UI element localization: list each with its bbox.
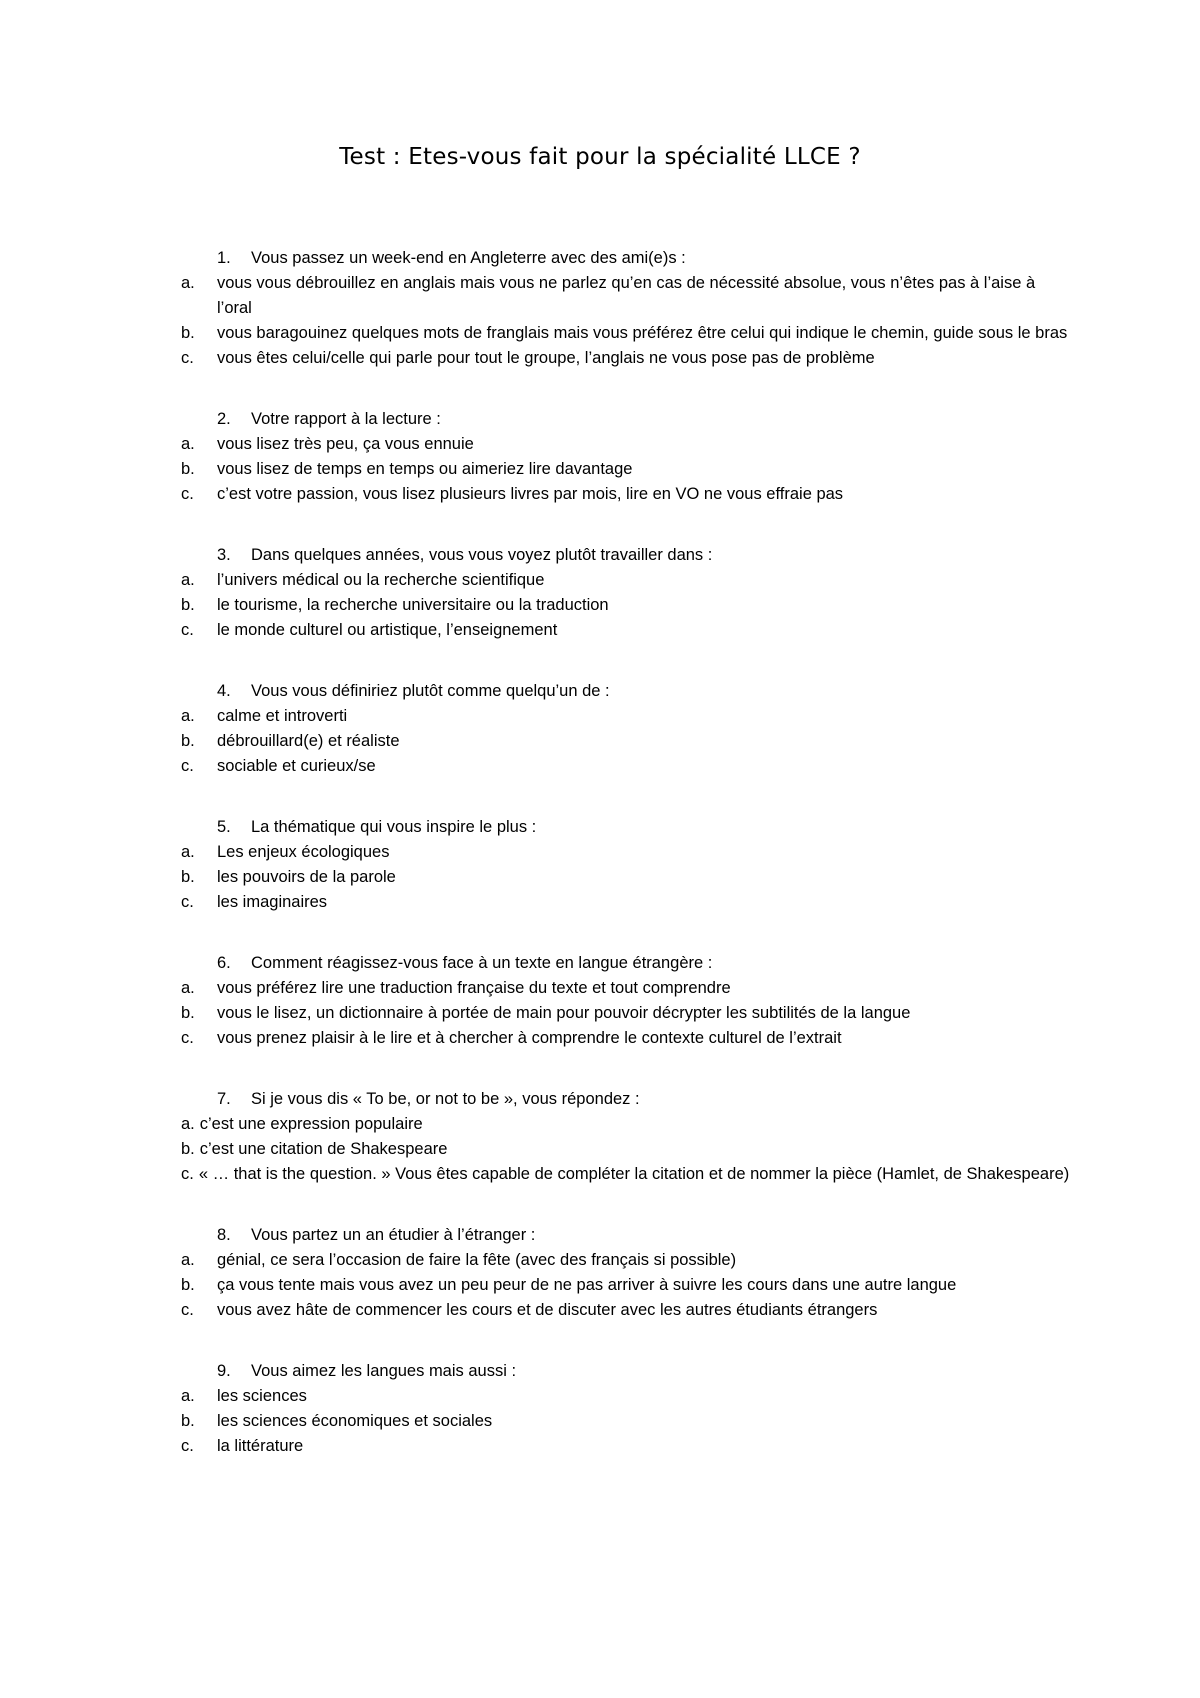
answer-option — [0, 1384, 1200, 1409]
answer-option — [0, 890, 1200, 915]
question-heading — [0, 1223, 1200, 1248]
answer-option — [0, 271, 1200, 321]
answer-text: vous lisez très peu, ça vous ennuie — [217, 435, 474, 453]
answer-text: vous vous débrouillez en anglais mais vous ne parlez qu’en cas de nécessité absolue, vous n’êtes pas à l’aise à l’oral — [217, 274, 1036, 317]
answer-option — [0, 1248, 1200, 1273]
answer-option — [0, 321, 1200, 346]
answer-option — [0, 457, 1200, 482]
answer-letter: b. — [181, 1140, 195, 1158]
question-2 — [0, 407, 1200, 507]
page-title: Test : Etes-vous fait pour la spécialité LLCE ? — [339, 144, 861, 170]
question-number: 6. — [217, 954, 231, 972]
answer-list — [0, 1112, 1200, 1187]
answer-option — [0, 593, 1200, 618]
answer-text: les pouvoirs de la parole — [217, 868, 396, 886]
answer-option — [0, 1162, 1200, 1187]
question-6 — [0, 951, 1200, 1051]
answer-text: génial, ce sera l’occasion de faire la fête (avec des français si possible) — [217, 1251, 737, 1269]
answer-text: sociable et curieux/se — [217, 757, 376, 775]
answer-list — [0, 271, 1200, 371]
answer-letter: b. — [181, 1276, 195, 1294]
question-number: 2. — [217, 410, 231, 428]
answer-text: c’est votre passion, vous lisez plusieurs livres par mois, lire en VO ne vous effraie pas — [217, 485, 844, 503]
answer-option — [0, 618, 1200, 643]
answer-option — [0, 704, 1200, 729]
answer-option — [0, 976, 1200, 1001]
question-heading — [0, 407, 1200, 432]
question-text: Vous passez un week-end en Angleterre avec des ami(e)s : — [251, 249, 686, 267]
question-9 — [0, 1359, 1200, 1459]
answer-text: le tourisme, la recherche universitaire ou la traduction — [217, 596, 609, 614]
answer-letter: a. — [181, 1387, 195, 1405]
answer-text: l’univers médical ou la recherche scientifique — [217, 571, 545, 589]
answer-text: vous baragouinez quelques mots de franglais mais vous préférez être celui qui indique le chemin, guide sous le bras — [217, 324, 1068, 342]
answer-list — [0, 1248, 1200, 1323]
answer-text: vous préférez lire une traduction française du texte et tout comprendre — [217, 979, 731, 997]
answer-letter: c. — [181, 1165, 194, 1183]
answer-option — [0, 840, 1200, 865]
answer-option — [0, 1434, 1200, 1459]
answer-text: Les enjeux écologiques — [217, 843, 390, 861]
question-list — [0, 246, 1200, 1495]
answer-letter: a. — [181, 1251, 195, 1269]
answer-list — [0, 704, 1200, 779]
question-text: Vous partez un an étudier à l’étranger : — [251, 1226, 536, 1244]
question-1 — [0, 246, 1200, 371]
answer-text: vous prenez plaisir à le lire et à chercher à comprendre le contexte culturel de l’extrait — [217, 1029, 842, 1047]
question-text: Vous aimez les langues mais aussi : — [251, 1362, 517, 1380]
answer-letter: a. — [181, 435, 195, 453]
answer-letter: b. — [181, 732, 195, 750]
answer-option — [0, 568, 1200, 593]
answer-letter: a. — [181, 571, 195, 589]
answer-letter: b. — [181, 868, 195, 886]
question-text: Dans quelques années, vous vous voyez plutôt travailler dans : — [251, 546, 713, 564]
answer-letter: c. — [181, 485, 194, 503]
question-heading — [0, 246, 1200, 271]
answer-list — [0, 568, 1200, 643]
answer-text: le monde culturel ou artistique, l’enseignement — [217, 621, 558, 639]
answer-letter: c. — [181, 1437, 194, 1455]
answer-letter: b. — [181, 596, 195, 614]
question-4 — [0, 679, 1200, 779]
question-heading — [0, 951, 1200, 976]
answer-option — [0, 1298, 1200, 1323]
question-number: 8. — [217, 1226, 231, 1244]
question-number: 4. — [217, 682, 231, 700]
answer-text: vous lisez de temps en temps ou aimeriez lire davantage — [217, 460, 633, 478]
answer-option — [0, 1409, 1200, 1434]
answer-text: les sciences — [217, 1387, 307, 1405]
answer-letter: c. — [181, 893, 194, 911]
answer-option — [0, 1112, 1200, 1137]
answer-text: vous avez hâte de commencer les cours et de discuter avec les autres étudiants étrangers — [217, 1301, 878, 1319]
answer-list — [0, 432, 1200, 507]
answer-letter: c. — [181, 757, 194, 775]
answer-text: vous êtes celui/celle qui parle pour tout le groupe, l’anglais ne vous pose pas de problème — [217, 349, 875, 367]
answer-list — [0, 1384, 1200, 1459]
question-text: Vous vous définiriez plutôt comme quelqu’un de : — [251, 682, 610, 700]
question-heading — [0, 679, 1200, 704]
answer-option — [0, 729, 1200, 754]
question-text: Si je vous dis « To be, or not to be », vous répondez : — [251, 1090, 640, 1108]
answer-text: les sciences économiques et sociales — [217, 1412, 493, 1430]
question-heading — [0, 1087, 1200, 1112]
answer-option — [0, 1137, 1200, 1162]
answer-option — [0, 1273, 1200, 1298]
answer-option — [0, 432, 1200, 457]
answer-option — [0, 1026, 1200, 1051]
answer-text: calme et introverti — [217, 707, 348, 725]
answer-letter: a. — [181, 979, 195, 997]
question-7 — [0, 1087, 1200, 1187]
question-heading — [0, 543, 1200, 568]
answer-letter: b. — [181, 1004, 195, 1022]
question-text: Comment réagissez-vous face à un texte en langue étrangère : — [251, 954, 713, 972]
question-5 — [0, 815, 1200, 915]
answer-letter: b. — [181, 460, 195, 478]
answer-letter: a. — [181, 274, 195, 292]
answer-list — [0, 976, 1200, 1051]
question-number: 5. — [217, 818, 231, 836]
answer-text: ça vous tente mais vous avez un peu peur de ne pas arriver à suivre les cours dans une autre langue — [217, 1276, 957, 1294]
answer-text: débrouillard(e) et réaliste — [217, 732, 400, 750]
answer-text: la littérature — [217, 1437, 304, 1455]
answer-option — [0, 346, 1200, 371]
question-heading — [0, 815, 1200, 840]
answer-letter: a. — [181, 843, 195, 861]
question-number: 3. — [217, 546, 231, 564]
question-heading — [0, 1359, 1200, 1384]
answer-letter: c. — [181, 1029, 194, 1047]
answer-letter: a. — [181, 707, 195, 725]
question-3 — [0, 543, 1200, 643]
answer-text: c’est une citation de Shakespeare — [199, 1140, 448, 1158]
question-number: 9. — [217, 1362, 231, 1380]
answer-option — [0, 865, 1200, 890]
question-number: 7. — [217, 1090, 231, 1108]
answer-letter: a. — [181, 1115, 195, 1133]
answer-text: vous le lisez, un dictionnaire à portée de main pour pouvoir décrypter les subtilités de la langue — [217, 1004, 911, 1022]
answer-option — [0, 1001, 1200, 1026]
answer-text: « … that is the question. » Vous êtes capable de compléter la citation et de nommer la pièce (Hamlet, de Shakespeare) — [198, 1165, 1070, 1183]
answer-list — [0, 840, 1200, 915]
answer-letter: c. — [181, 349, 194, 367]
answer-option — [0, 754, 1200, 779]
answer-option — [0, 482, 1200, 507]
answer-letter: c. — [181, 621, 194, 639]
question-8 — [0, 1223, 1200, 1323]
answer-text: les imaginaires — [217, 893, 328, 911]
question-number: 1. — [217, 249, 231, 267]
answer-letter: b. — [181, 324, 195, 342]
answer-text: c’est une expression populaire — [199, 1115, 423, 1133]
answer-letter: c. — [181, 1301, 194, 1319]
question-text: La thématique qui vous inspire le plus : — [251, 818, 537, 836]
question-text: Votre rapport à la lecture : — [251, 410, 441, 428]
answer-letter: b. — [181, 1412, 195, 1430]
